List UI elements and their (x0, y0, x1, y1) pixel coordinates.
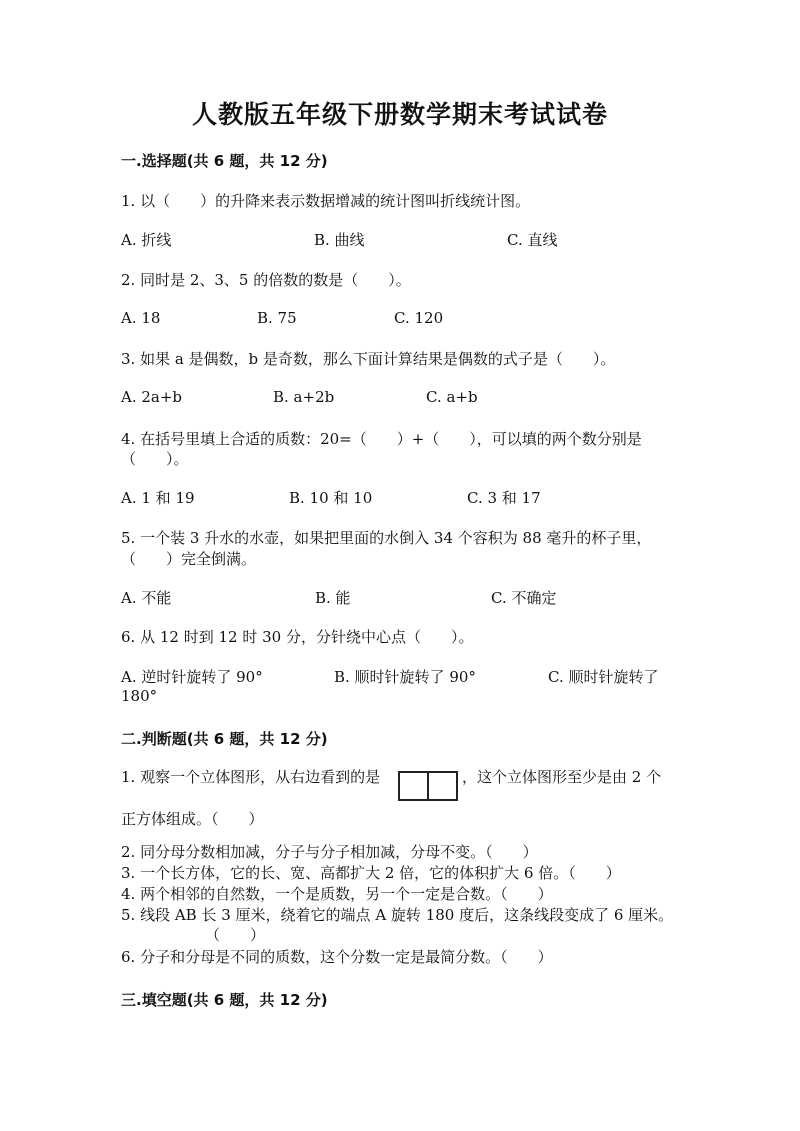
question-text: 2. 同时是 2、3、5 的倍数的数是（ ）。 (121, 271, 411, 289)
question-text: 1. 以（ ）的升降来表示数据增减的统计图叫折线统计图。 (121, 192, 531, 210)
question-text: 4. 在括号里填上合适的质数：20=（ ）+（ ），可以填的两个数分别是 (121, 430, 642, 448)
option-c: C. 120 (394, 309, 444, 327)
figure-square (427, 773, 456, 799)
option-b: B. 曲线 (314, 231, 365, 249)
question-text: 3. 如果 a 是偶数，b 是奇数，那么下面计算结果是偶数的式子是（ ）。 (121, 350, 616, 368)
option-c: C. 顺时针旋转了 (548, 668, 659, 686)
judge-q2: 2. 同分母分数相加减，分子与分子相加减，分母不变。（ ） (121, 843, 538, 861)
judge-q5: 5. 线段 AB 长 3 厘米，绕着它的端点 A 旋转 180 度后，这条线段变成了 6 厘米。 (121, 906, 674, 924)
section-heading-fill: 三.填空题(共 6 题，共 12 分) (121, 991, 328, 1009)
option-a: A. 折线 (121, 231, 172, 249)
question-text-cont: （ ）。 (121, 450, 189, 468)
question-text: 5. 一个装 3 升水的水壶，如果把里面的水倒入 34 个容积为 88 毫升的杯子里， (121, 529, 652, 547)
option-b: B. 顺时针旋转了 90° (334, 668, 476, 686)
page-title: 人教版五年级下册数学期末考试试卷 (191, 100, 608, 129)
option-a: A. 不能 (121, 589, 172, 607)
judge-q6: 6. 分子和分母是不同的质数，这个分数一定是最简分数。（ ） (121, 948, 553, 966)
judge-q1-text: 1. 观察一个立体图形，从右边看到的是 (121, 768, 381, 786)
option-a: A. 18 (121, 309, 161, 327)
option-a: A. 2a+b (121, 388, 183, 406)
question-text: 6. 从 12 时到 12 时 30 分，分针绕中心点（ ）。 (121, 628, 474, 646)
option-c: C. 不确定 (491, 589, 557, 607)
figure-square (400, 773, 427, 799)
two-squares-figure (398, 771, 458, 801)
judge-q1-line2: 正方体组成。（ ） (121, 810, 264, 828)
judge-q4: 4. 两个相邻的自然数，一个是质数，另一个一定是合数。（ ） (121, 885, 553, 903)
option-a: A. 逆时针旋转了 90° (121, 668, 263, 686)
option-b: B. a+2b (273, 388, 335, 406)
judge-q3: 3. 一个长方体，它的长、宽、高都扩大 2 倍，它的体积扩大 6 倍。（ ） (121, 864, 621, 882)
section-heading-judge: 二.判断题(共 6 题，共 12 分) (121, 730, 328, 748)
option-a: A. 1 和 19 (121, 489, 195, 507)
option-c: C. 直线 (507, 231, 558, 249)
option-b: B. 75 (257, 309, 297, 327)
question-text-cont: （ ）完全倒满。 (121, 550, 257, 568)
option-c: C. 3 和 17 (467, 489, 541, 507)
judge-q5-cont: （ ） (205, 926, 266, 944)
option-c-cont: 180° (121, 687, 158, 705)
section-heading-choice: 一.选择题(共 6 题，共 12 分) (121, 152, 328, 170)
option-c: C. a+b (426, 388, 478, 406)
judge-q1-text-cont: ，这个立体图形至少是由 2 个 (462, 768, 662, 786)
option-b: B. 10 和 10 (289, 489, 373, 507)
option-b: B. 能 (315, 589, 351, 607)
